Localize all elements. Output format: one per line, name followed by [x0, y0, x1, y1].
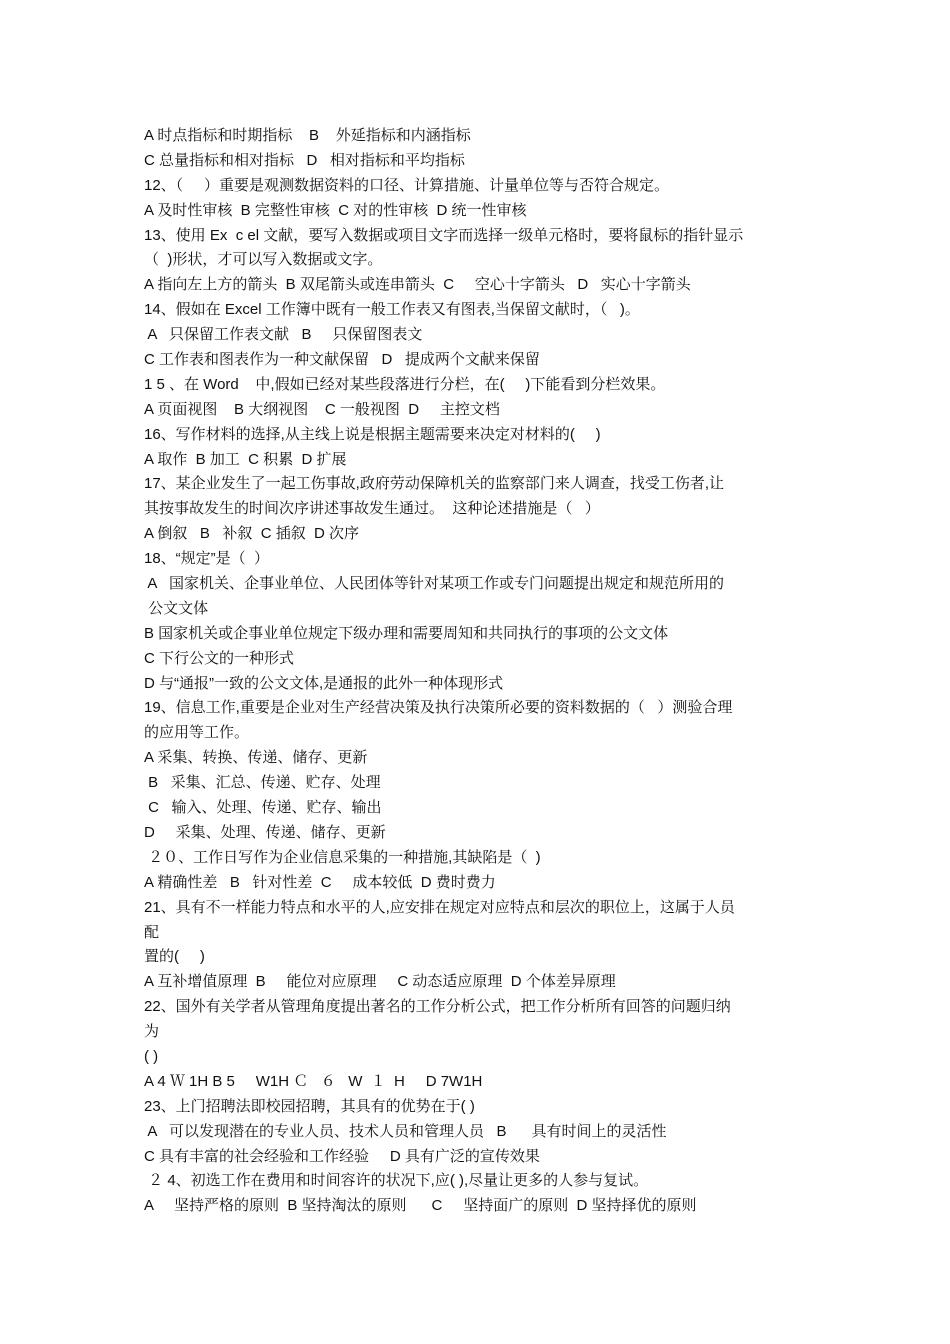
- text-line: B 国家机关或企事业单位规定下级办理和需要周知和共同执行的事项的公文文体: [144, 624, 669, 642]
- text-line: C 具有丰富的社会经验和工作经验 D 具有广泛的宣传效果: [144, 1147, 540, 1165]
- text-line: A 坚持严格的原则 B 坚持淘汰的原则 C 坚持面广的原则 D 坚持择优的原则: [144, 1197, 697, 1215]
- text-line: 配: [144, 923, 160, 941]
- text-line: A 精确性差 B 针对性差 C 成本较低 D 费时费力: [144, 873, 496, 891]
- text-line: （ )形状，才可以写入数据或文字。: [144, 251, 383, 269]
- text-line: A 页面视图 B 大纲视图 C 一般视图 D 主控文档: [144, 400, 500, 418]
- text-line: 公文文体: [144, 599, 209, 617]
- text-line: A 4 Ｗ 1H B 5 W1H Ｃ ６ W １ H D 7W1H: [144, 1072, 483, 1090]
- text-line: C 下行公文的一种形式: [144, 649, 295, 667]
- text-line: ２０、工作日写作为企业信息采集的一种措施,其缺陷是（ ): [144, 848, 541, 866]
- text-line: 19、信息工作,重要是企业对生产经营决策及执行决策所必要的资料数据的（ ）测验合理: [144, 699, 733, 717]
- text-line: C 工作表和图表作为一种文献保留 D 提成两个文献来保留: [144, 351, 540, 369]
- text-line: A 互补增值原理 B 能位对应原理 C 动态适应原理 D 个体差异原理: [144, 973, 616, 991]
- text-line: A 倒叙 B 补叙 C 插叙 D 次序: [144, 525, 360, 543]
- text-line: 17、某企业发生了一起工伤事故,政府劳动保障机关的监察部门来人调查，找受工伤者,让: [144, 475, 725, 493]
- text-line: 的应用等工作。: [144, 724, 250, 742]
- text-line: 22、国外有关学者从管理角度提出著名的工作分析公式，把工作分析所有回答的问题归纳: [144, 998, 731, 1016]
- text-line: 其按事故发生的时间次序讲述事故发生通过。 这种论述措施是（ ）: [144, 500, 600, 518]
- text-line: A 时点指标和时期指标 B 外延指标和内涵指标: [144, 127, 471, 144]
- text-line: 为: [144, 1023, 160, 1041]
- text-line: A 可以发现潜在的专业人员、技术人员和管理人员 B 具有时间上的灵活性: [144, 1122, 667, 1140]
- text-line: 13、使用 Ex c el 文献，要写入数据或项目文字而选择一级单元格时，要将鼠标的指针显示: [144, 226, 744, 244]
- text-line: 置的( ): [144, 948, 205, 966]
- text-line: A 及时性审核 B 完整性审核 C 对的性审核 D 统一性审核: [144, 201, 527, 219]
- text-line: ２ 4、初选工作在费用和时间容许的状况下,应( ),尽量让更多的人参与复试。: [144, 1172, 649, 1190]
- text-line: 21、具有不一样能力特点和水平的人,应安排在规定对应特点和层次的职位上，这属于人员: [144, 898, 735, 916]
- text-line: A 采集、转换、传递、储存、更新: [144, 749, 368, 767]
- text-line: 1 5 、在 Word 中,假如已经对某些段落进行分栏，在( )下能看到分栏效果。: [144, 375, 666, 393]
- document-body: [144, 124, 814, 1219]
- text-line: C 输入、处理、传递、贮存、输出: [144, 799, 382, 817]
- text-line: C 总量指标和相对指标 D 相对指标和平均指标: [144, 151, 465, 169]
- text-line: 18、“规定”是（ ）: [144, 550, 270, 568]
- text-line: 23、上门招聘法即校园招聘，其具有的优势在于( ): [144, 1097, 475, 1115]
- text-line: A 指向左上方的箭头 B 双尾箭头或连串箭头 C 空心十字箭头 D 实心十字箭头: [144, 276, 691, 294]
- text-line: 16、写作材料的选择,从主线上说是根据主题需要来决定对材料的( ): [144, 425, 601, 443]
- text-line: A 只保留工作表文献 B 只保留图表文: [144, 326, 423, 344]
- text-line: 14、假如在 Excel 工作簿中既有一般工作表又有图表,当保留文献时，（ )。: [144, 301, 640, 319]
- text-line: B 采集、汇总、传递、贮存、处理: [144, 774, 381, 792]
- text-line: 12、（ ）重要是观测数据资料的口径、计算措施、计量单位等与否符合规定。: [144, 176, 670, 194]
- text-line: D 与“通报”一致的公文文体,是通报的此外一种体现形式: [144, 674, 504, 692]
- text-line: A 取作 B 加工 C 积累 D 扩展: [144, 450, 347, 468]
- text-line: D 采集、处理、传递、储存、更新: [144, 823, 386, 841]
- text-line: ( ): [144, 1047, 159, 1065]
- text-line: A 国家机关、企事业单位、人民团体等针对某项工作或专门问题提出规定和规范所用的: [144, 575, 725, 593]
